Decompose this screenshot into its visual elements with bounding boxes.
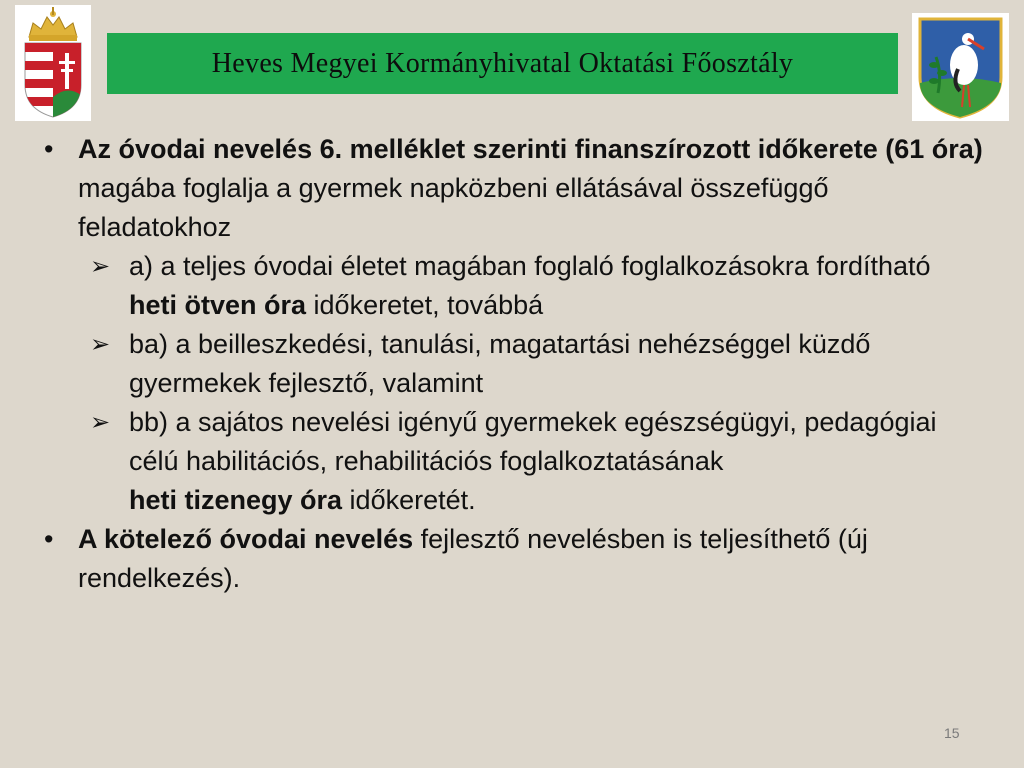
arrow-bullet-icon: ➢ (90, 331, 111, 358)
slide-content (44, 130, 984, 598)
sub-list-item (44, 325, 984, 403)
bullet-text: magába foglalja a gyermek napközbeni ellátásával összefüggő feladatokhoz (78, 173, 829, 242)
hungarian-coat-of-arms-logo (15, 5, 91, 121)
sub-item-bold-text: heti tizenegy óra (129, 485, 343, 515)
bullet-item (44, 520, 984, 598)
sub-item-post-text: időkeretet, továbbá (306, 290, 544, 320)
sub-item-text: ba) a beilleszkedési, tanulási, magatartási nehézséggel küzdő gyermekek fejlesztő, valamint (129, 329, 871, 398)
bullet-item (44, 130, 984, 247)
sub-item-text: a) a teljes óvodai életet magában foglaló foglalkozásokra fordítható (129, 251, 931, 281)
stork-coat-of-arms-icon (912, 13, 1009, 121)
heves-county-coat-of-arms-logo (912, 13, 1009, 121)
coat-of-arms-icon (15, 5, 91, 121)
bullet-dot-icon: • (44, 524, 54, 554)
arrow-bullet-icon: ➢ (90, 253, 111, 280)
bullet-bold-text: Az óvodai nevelés 6. melléklet szerinti finanszírozott időkerete (61 óra) (78, 134, 983, 164)
sub-list-item (44, 247, 984, 325)
sub-list-item (44, 403, 984, 520)
bullet-text: fejlesztő nevelésben is teljesíthető (új rendelkezés). (78, 524, 868, 593)
header-title-bar (107, 33, 898, 94)
page-title: Heves Megyei Kormányhivatal Oktatási Főosztály (211, 47, 794, 79)
arrow-bullet-icon: ➢ (90, 409, 111, 436)
bullet-dot-icon: • (44, 134, 54, 164)
sub-item-post-text: időkeretét. (342, 485, 476, 515)
sub-item-bold-text: heti ötven óra (129, 290, 307, 320)
page-number: 15 (944, 725, 960, 741)
bullet-bold-text: A kötelező óvodai nevelés (78, 524, 414, 554)
sub-item-text: bb) a sajátos nevelési igényű gyermekek egészségügyi, pedagógiai célú habilitációs, rehabilitációs foglalkoztatásának (129, 407, 937, 476)
